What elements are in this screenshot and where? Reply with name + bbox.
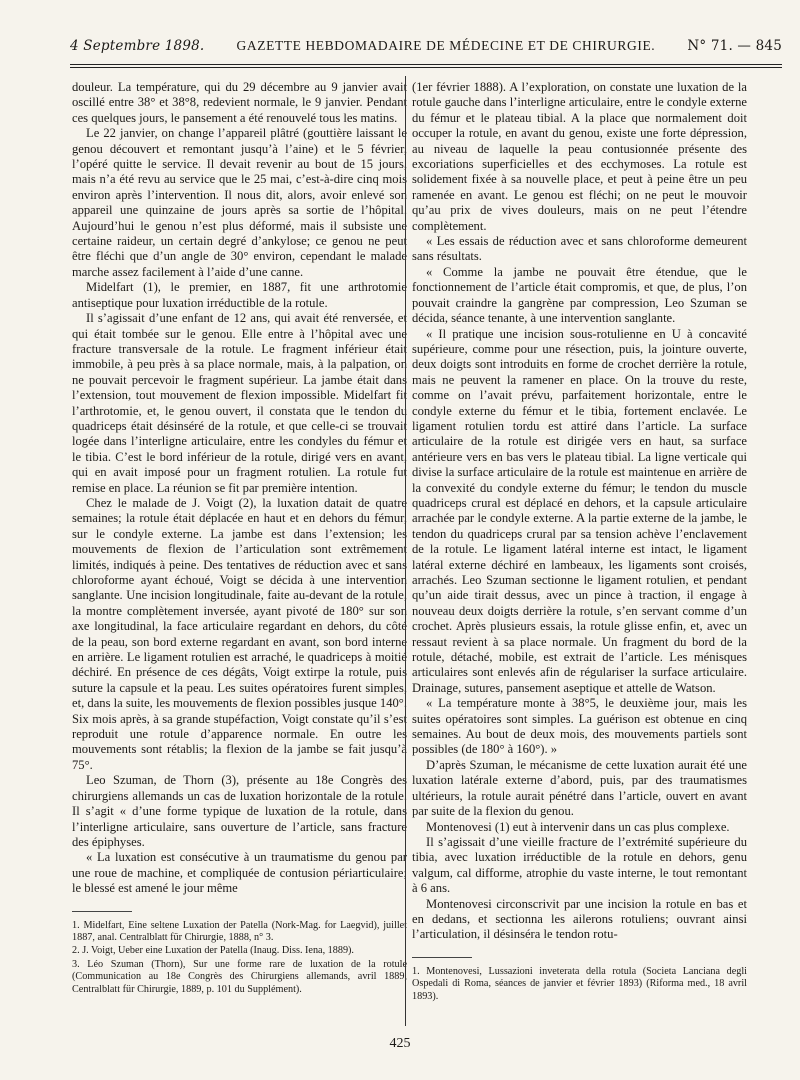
footnote: 1. Montenovesi, Lussazioni inveterata della rotula (Societa Lanciana degli Ospedali di Roma, séances de janvier et février 1893) (Riforma med., 18 avril 1893). bbox=[412, 965, 747, 1002]
header-rule bbox=[70, 64, 782, 65]
paragraph: Montenovesi (1) eut à intervenir dans un cas plus complexe. bbox=[426, 819, 730, 834]
paragraph: « Il pratique une incision sous-rotulienne en U à concavité supérieure, comme pour une résection, puis, la jointure ouverte, deux doigts sont introduits en forme de crochet derrière la rotule, mais ne peuvent la ramener en place. On la trouve du reste, comme on l’avait prévu, parfaitement horizontale, entre le condyle externe du fémur et le tibia, fortement enclavée. Le ligament rotulien tordu est attiré dans l’article. La surface articulaire de la rotule est dirigée vers en haut, sa surface antérieure vers en bas vers le plateau tibial. La ligne verticale qui divise la surface articulaire de la rotule est maintenue en arrière de la convexité du condyle externe du fémur; le tendon du muscle quadriceps crural est déplacé en dehors, et la capsule articulaire arrachée par le condyle externe. A la partie externe de la jambe, le tendon du quadriceps crural par sa tension achève l’enclavement de la rotule. Le ligament latéral interne est intact, le ligament latéral externe déchiré en lambeaux, les ligaments sont croisés, arrachés. Leo Szuman sectionne le ligament rotulien, et pendant qu’un aide tirait dessus, avec un pince à traction, il engage à nouveau deux doigts derrière la rotule, s’en servant comme d’un crochet. Après plusieurs essais, la rotule glisse enfin, et, avec un ressaut revient à sa place normale. Un fragment du bord de la rotule, détaché, mobile, est extrait de l’article. Les ménisques articulaires sont enlevés afin de régulariser la surface articulaire. Drainage, sutures, pansement aseptique et attelle de Watson. bbox=[412, 326, 747, 695]
header-date: 4 Septembre 1898. bbox=[70, 38, 205, 54]
paragraph: « Les essais de réduction avec et sans chloroforme demeurent sans résultats. bbox=[412, 234, 747, 264]
column-divider bbox=[405, 76, 406, 1026]
header-rule-double bbox=[70, 67, 782, 68]
footnote-rule bbox=[412, 957, 472, 958]
journal-title: GAZETTE HEBDOMADAIRE DE MÉDECINE ET DE CHIRURGIE. bbox=[236, 38, 656, 53]
right-column bbox=[412, 80, 747, 1004]
footnote: 3. Léo Szuman (Thorn), Sur une forme rare de luxation de la rotule (Communication au 18e Congrès des Chirurgiens allemands, avril 1889, Centralblatt für Chirurgie, 1889, p. 101 du Supplément). bbox=[72, 958, 407, 995]
paragraph: D’après Szuman, le mécanisme de cette luxation aurait été une luxation latérale externe d’abord, puis, par des traumatismes ultérieurs, la rotule aurait pénétré dans l’article, ouvert en avant par suite de la flexion du genou. bbox=[412, 757, 747, 819]
paragraph: (1er février 1888). A l’exploration, on constate une luxation de la rotule gauche dans l’interligne articulaire, entre le condyle externe du fémur et le plateau tibial. A la place que normalement doit occuper la rotule, en avant du genou, existe une forte dépression, au niveau de laquelle la peau contusionnée présente des excoriations superficielles et des ecchymoses. La rotule est solidement fixée à sa nouvelle place, et peut à peine être un peu ramenée en avant. Le genou est fléchi; on ne peut le mouvoir qu’au prix de vives douleurs, mais on ne peut l’étendre complètement. bbox=[412, 80, 747, 233]
paragraph: « La luxation est consécutive à un traumatisme du genou par une roue de machine, et compliquée de contusion périarticulaire; le blessé est amené le jour même bbox=[72, 850, 407, 896]
paragraph: Il s’agissait d’une enfant de 12 ans, qui avait été renversée, et qui était tombée sur le genou. Elle entre à l’hôpital avec une fracture transversale de la rotule. Le fragment inférieur était immobile, à peu près à sa place normale, mais, à la palpation, on ne pouvait percevoir le fragment supérieur. La jambe était dans l’extension, tout mouvement de flexion impossible. Midelfart fit l’arthrotomie, et, le genou ouvert, il constata que le tendon du quadriceps était désinséré de la rotule, et que celle-ci se trouvait logée dans l’interligne articulaire, entre les condyles du fémur et le tibia. C’est le bord inférieur de la rotule, dirigé vers en avant, qui en avait imposé pour un fragment rotulien. La rotule fut remise en place. La réunion se fit par première intention. bbox=[72, 311, 407, 495]
footnote-rule bbox=[72, 911, 132, 912]
footnote: 2. J. Voigt, Ueber eine Luxation der Patella (Inaug. Diss. Iena, 1889). bbox=[72, 945, 354, 957]
paragraph: Le 22 janvier, on change l’appareil plâtré (gouttière laissant le genou découvert et remontant jusqu’à l’aine) et le 5 février, l’opéré quitte le service. Il devait revenir au bout de 15 jours, mais n’a été revu au service que le 25 mai, c’est-à-dire cinq mois environ après l’intervention. Il nous dit, alors, avoir enlevé son appareil une quinzaine de jours après sa sortie de l’hôpital. Aujourd’hui le genou n’est plus déformé, mais il subsiste une certaine raideur, un certain degré d’ankylose; ce genou ne peut être fléchi que d’un angle de 30° environ, cependant le malade marche assez facilement à l’aide d’une canne. bbox=[72, 126, 407, 279]
folio-number: 425 bbox=[389, 1036, 411, 1051]
paragraph: douleur. La température, qui du 29 décembre au 9 janvier avait oscillé entre 38° et 38°8, redevient normale, le 9 janvier. Pendant ces quelques jours, le pansement a été renouvelé tous les matins. bbox=[72, 80, 407, 125]
paragraph: « La température monte à 38°5, le deuxième jour, mais les suites opératoires sont simples. La guérison est obtenue en cinq semaines. Au bout de deux mois, des mouvements partiels sont possibles (de 180° à 160°). » bbox=[412, 696, 747, 757]
paragraph: Chez le malade de J. Voigt (2), la luxation datait de quatre semaines; la rotule était déplacée en haut et en dehors du fémur, sur le condyle externe. La jambe est dans l’extension; les mouvements de flexion de l’articulation sont extrêmement limités, indiqués à peine. Des tentatives de réduction avec et sans chloroforme ayant échoué, Voigt se décida à une intervention sanglante. Une incision longitudinale, faite au-devant de la rotule, la montre complètement inversée, ayant pivoté de 180° sur son axe longitudinal, la face articulaire regardant en dehors, du côté de la peau, son bord externe regardant en avant, son bord interne en arrière. Le ligament rotulien est arraché, le quadriceps à moitié déchiré. En présence de ces dégâts, Voigt extirpe la rotule, puis suture la capsule et la peau. Les suites opératoires furent simples, et, dans la suite, les mouvements de flexion possibles jusque 140°. Six mois après, à sa grande stupéfaction, Voigt constate qu’il s’est reproduit une rotule d’apparence normale. En outre les mouvements sont rétablis; la flexion de la jambe se fait jusqu’à 75°. bbox=[72, 495, 407, 772]
paragraph: Leo Szuman, de Thorn (3), présente au 18e Congrès des chirurgiens allemands un cas de luxation horizontale de la rotule. Il s’agit « d’une forme typique de luxation de la rotule, dans l’interligne articulaire, sans ouverture de l’article, sans fracture des épiphyses. bbox=[72, 773, 407, 849]
footnote: 1. Midelfart, Eine seltene Luxation der Patella (Nork-Mag. for Laegvid), juillet 1887, anal. Centralblatt für Chirurgie, 1888, n° 3. bbox=[72, 919, 407, 943]
paragraph: Montenovesi circonscrivit par une incision la rotule en bas et en dedans, et sectionna les ailerons rotuliens; ouvrant ainsi l’articulation, il désinséra le tendon rotu- bbox=[412, 896, 747, 942]
paragraph: Il s’agissait d’une vieille fracture de l’extrémité supérieure du tibia, avec luxation irréductible de la rotule en dehors, genu valgum, cal difforme, atrophie du vaste interne, le tout remontant à 6 ans. bbox=[412, 834, 747, 896]
paragraph: Midelfart (1), le premier, en 1887, fit une arthrotomie antiseptique pour luxation irréductible de la rotule. bbox=[72, 280, 407, 310]
issue-page-number: N° 71. — 845 bbox=[687, 38, 782, 54]
running-header bbox=[70, 38, 782, 60]
paragraph: « Comme la jambe ne pouvait être étendue, que le fonctionnement de l’article était compromis, et que, de plus, l’on pouvait craindre la gangrène par compression, Leo Szuman se décida, séance tenante, à une intervention sanglante. bbox=[412, 264, 747, 326]
left-column bbox=[72, 80, 407, 997]
